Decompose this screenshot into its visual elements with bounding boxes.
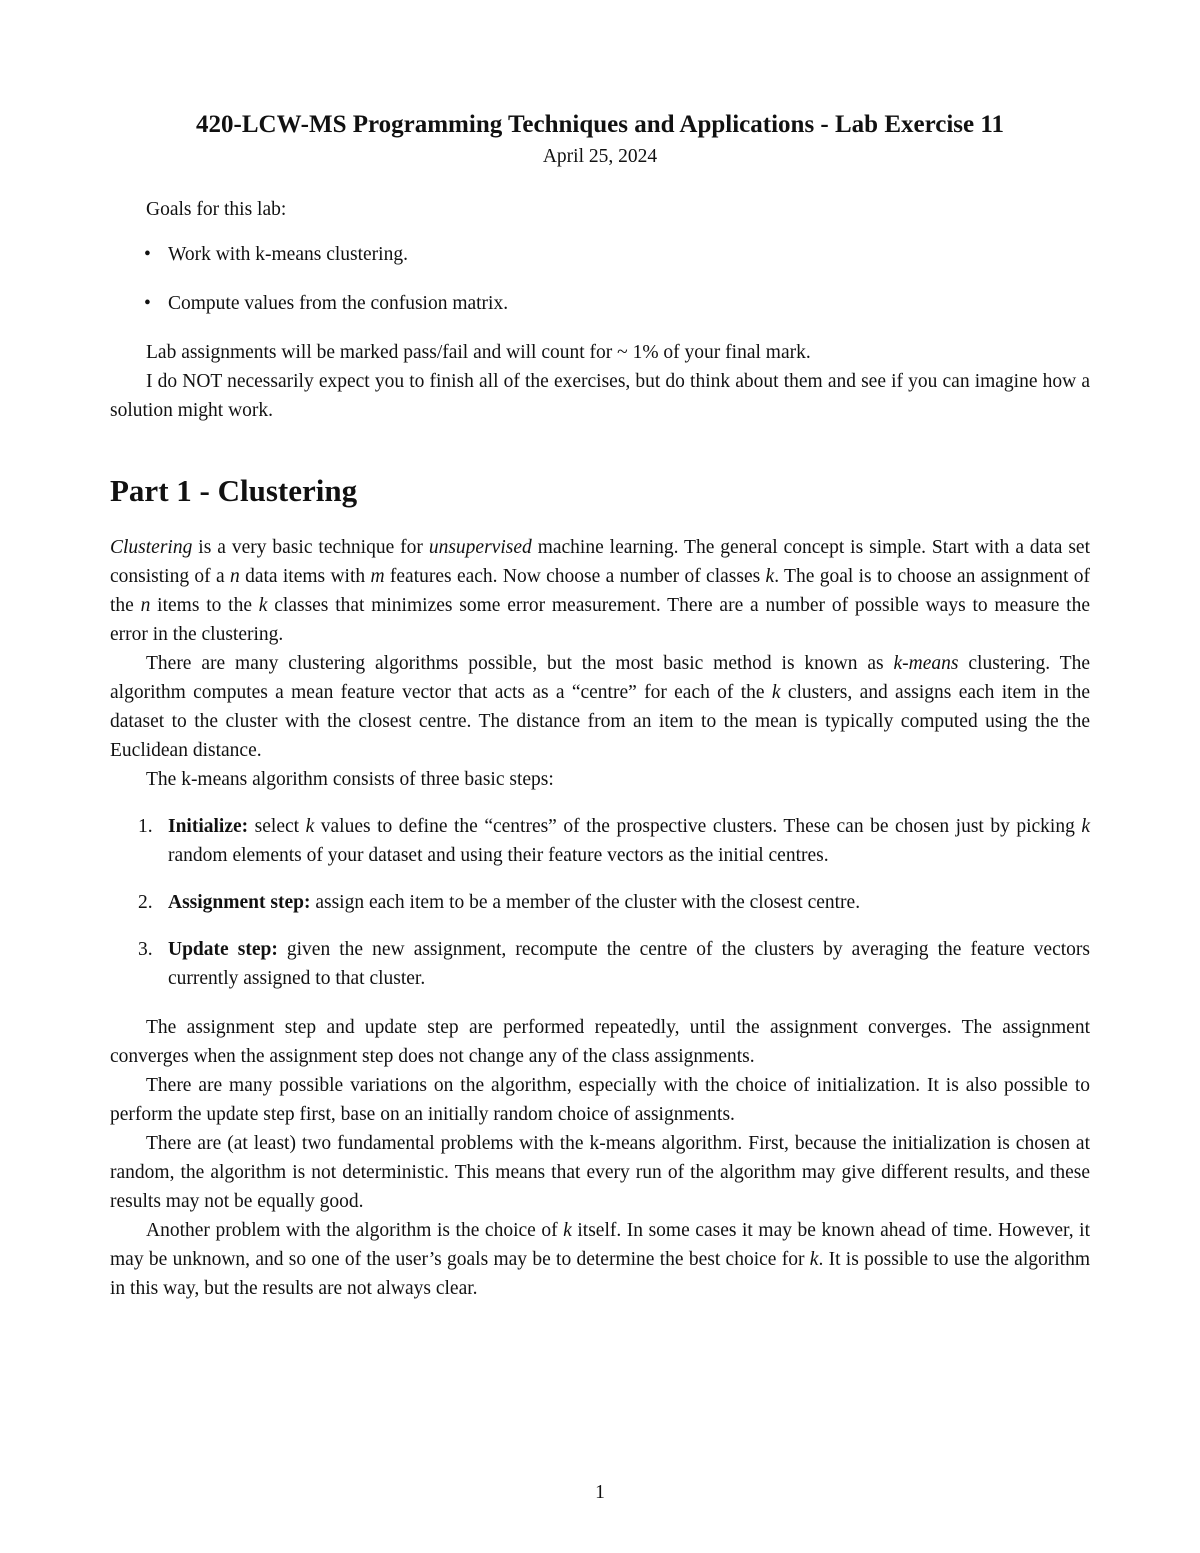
goals-list bbox=[110, 240, 1090, 318]
paragraph-choice-of-k bbox=[110, 1216, 1090, 1303]
text-run: clustering. The algorithm computes a mean feature vector that acts as a “centre” for each of the bbox=[110, 653, 1090, 703]
text-run: features each. Now choose a number of classes bbox=[384, 566, 766, 587]
step-number: 2. bbox=[138, 892, 153, 913]
step-item bbox=[110, 935, 1090, 993]
step-item bbox=[110, 888, 1090, 917]
goal-text: Compute values from the confusion matrix. bbox=[168, 293, 509, 314]
text-run: clusters, and assigns each item in the dataset to the cluster with the closest centre. The distance from an item to the mean is typically computed using the the Euclidean distance. bbox=[110, 682, 1090, 761]
text-run: assign each item to be a member of the cluster with the closest centre. bbox=[310, 892, 861, 913]
step-number: 1. bbox=[138, 816, 153, 837]
paragraph-steps-intro: The k-means algorithm consists of three basic steps: bbox=[146, 769, 554, 790]
bullet-icon: • bbox=[144, 293, 151, 314]
text-run: random elements of your dataset and using their feature vectors as the initial centres. bbox=[168, 845, 829, 866]
math-k: k bbox=[809, 1249, 819, 1270]
goal-item bbox=[110, 240, 1090, 269]
paragraph-problems: There are (at least) two fundamental problems with the k-means algorithm. First, because the initialization is chosen at random, the algorithm is not deterministic. This means that every run of the algorithm may give different results, and these results may not be equally good. bbox=[110, 1133, 1090, 1212]
math-m: m bbox=[370, 566, 385, 587]
math-k: k bbox=[258, 595, 268, 616]
text-run: Another problem with the algorithm is the choice of bbox=[146, 1220, 564, 1241]
term-k-means: k-means bbox=[893, 653, 959, 674]
text-run: machine learning. The general concept is simple. Start with a data set consisting of a bbox=[110, 537, 1090, 587]
goals-label: Goals for this lab: bbox=[146, 199, 287, 220]
page-number: 1 bbox=[595, 1482, 605, 1503]
text-run: values to define the “centres” of the prospective clusters. These can be chosen just by picking bbox=[314, 816, 1082, 837]
step-label: Initialize: bbox=[168, 816, 249, 837]
text-run: . The goal is to choose an assignment of the bbox=[110, 566, 1090, 616]
math-k: k bbox=[305, 816, 315, 837]
paragraph-variations: There are many possible variations on the algorithm, especially with the choice of initialization. It is also possible to perform the update step first, base on an initially random choice of assignments. bbox=[110, 1075, 1090, 1125]
math-k: k bbox=[563, 1220, 572, 1241]
math-k: k bbox=[1081, 816, 1091, 837]
math-n: n bbox=[140, 595, 151, 616]
algorithm-steps-list bbox=[110, 812, 1090, 993]
text-run: classes that minimizes some error measurement. There are a number of possible ways to measure the error in the clustering. bbox=[110, 595, 1090, 645]
step-label: Update step: bbox=[168, 939, 278, 960]
text-run: itself. In some cases it may be known ahead of time. However, it may be unknown, and so one of the user’s goals may be to determine the best choice for bbox=[110, 1220, 1090, 1270]
term-clustering: Clustering bbox=[110, 537, 193, 558]
goal-text: Work with k-means clustering. bbox=[168, 244, 408, 265]
expectation-note: I do NOT necessarily expect you to finish all of the exercises, but do think about them and see if you can imagine how a solution might work. bbox=[110, 371, 1090, 421]
step-number: 3. bbox=[138, 939, 153, 960]
paragraph-convergence: The assignment step and update step are performed repeatedly, until the assignment converges. The assignment converges when the assignment step does not change any of the class assignments. bbox=[110, 1017, 1090, 1067]
text-run: There are many clustering algorithms possible, but the most basic method is known as bbox=[146, 653, 894, 674]
term-unsupervised: unsupervised bbox=[428, 537, 532, 558]
marking-note: Lab assignments will be marked pass/fail and will count for ~ 1% of your final mark. bbox=[146, 342, 811, 363]
bullet-icon: • bbox=[144, 244, 151, 265]
math-k: k bbox=[765, 566, 775, 587]
text-run: data items with bbox=[239, 566, 371, 587]
text-run: items to the bbox=[150, 595, 259, 616]
document-title: 420-LCW-MS Programming Techniques and Applications - Lab Exercise 11 bbox=[196, 111, 1004, 138]
document-date: April 25, 2024 bbox=[542, 146, 658, 167]
text-run: . It is possible to use the algorithm in this way, but the results are not always clear. bbox=[110, 1249, 1091, 1299]
step-label: Assignment step: bbox=[168, 892, 311, 913]
math-n: n bbox=[229, 566, 240, 587]
paragraph-kmeans-description bbox=[110, 649, 1090, 765]
text-run: select bbox=[248, 816, 306, 837]
step-item bbox=[110, 812, 1090, 870]
paragraph-clustering-intro bbox=[110, 533, 1090, 649]
text-run: given the new assignment, recompute the centre of the clusters by averaging the feature vectors currently assigned to that cluster. bbox=[168, 939, 1090, 989]
text-run: is a very basic technique for bbox=[192, 537, 429, 558]
goal-item bbox=[110, 289, 1090, 318]
document-page bbox=[110, 108, 1090, 1303]
section-heading-part-1: Part 1 - Clustering bbox=[110, 473, 358, 508]
math-k: k bbox=[771, 682, 781, 703]
